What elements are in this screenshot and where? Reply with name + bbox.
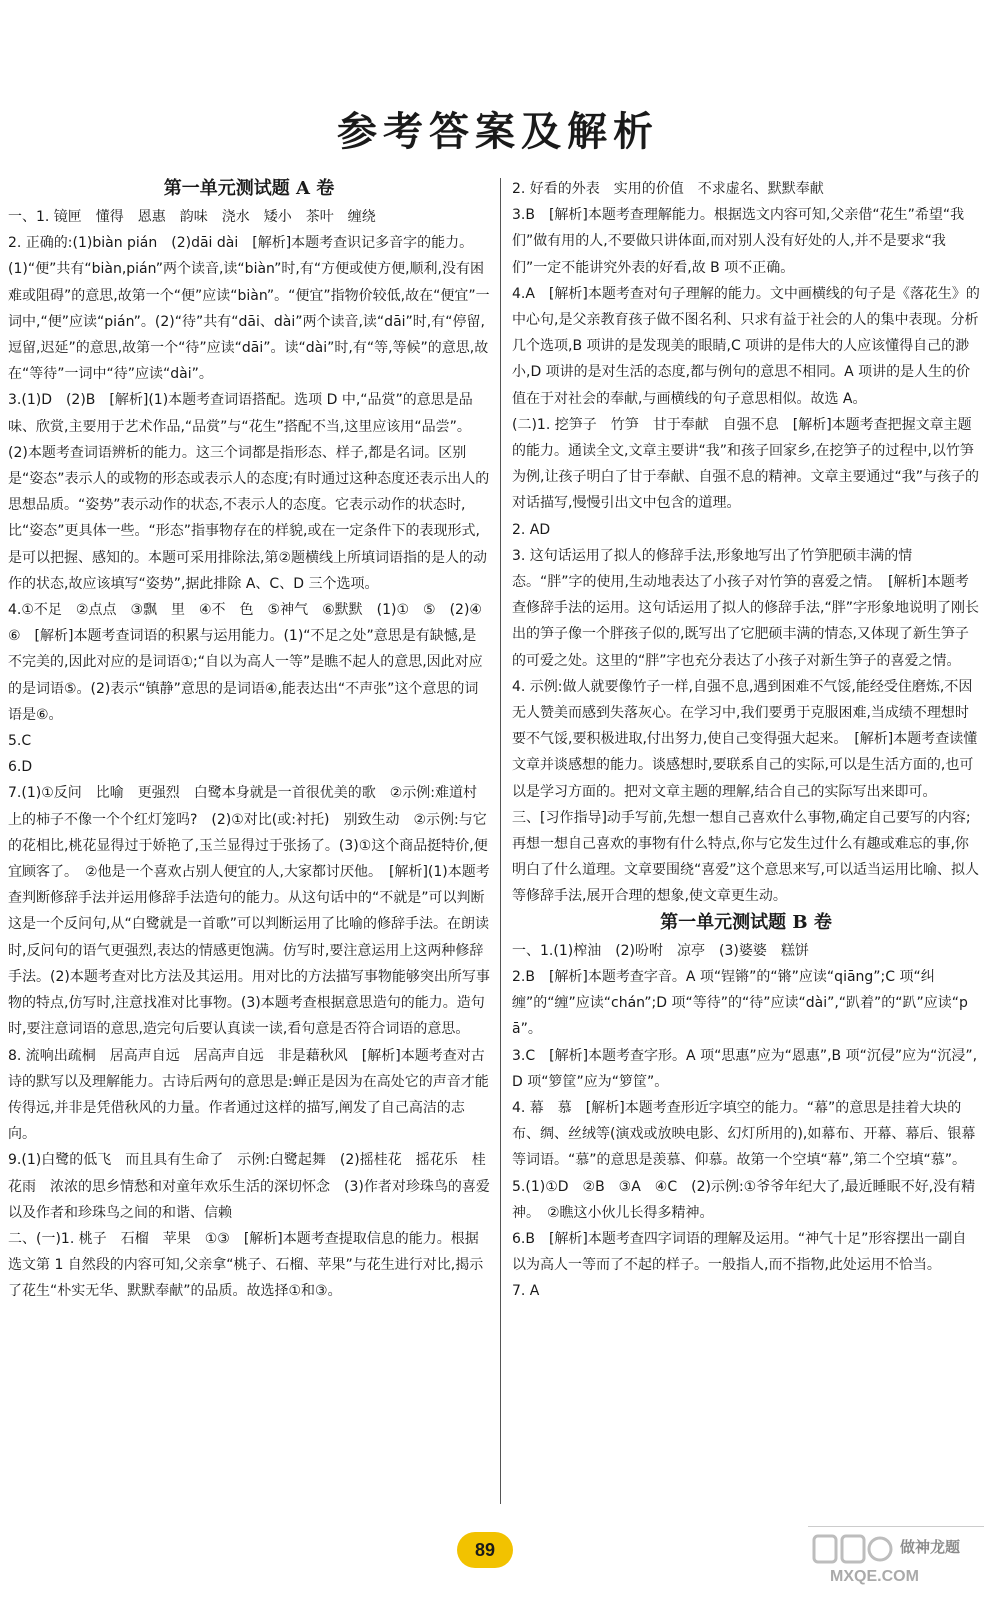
- answer-item: 三、[习作指导]动手写前,先想一想自己喜欢什么事物,确定自己要写的内容;再想一想自己喜欢的事物有什么特点,你与它发生过什么有趣或难忘的事,你明白了什么道理。文章要围绕“喜爱”这个意思来写,可以适当运用比喻、拟人等修辞手法,展开合理的想象,使文章更生动。: [512, 809, 979, 905]
- section-title-a: 第一单元测试题 A 卷: [163, 178, 335, 199]
- page-number-badge: 89: [457, 1532, 513, 1568]
- answer-item: (二)1. 挖笋子 竹笋 甘于奉献 自强不息 [解析]本题考查把握文章主题的能力。通读全文,文章主要讲“我”和孩子回家乡,在挖笋子的过程中,以竹笋为例,让孩子明白了甘于奉献、自强不息的精神。文章主要通过“我”与孩子的对话描写,慢慢引出文中包含的道理。: [512, 416, 979, 512]
- answer-item: 2. 好看的外表 实用的价值 不求虚名、默默奉献: [512, 181, 824, 197]
- answer-item: 6.D: [8, 759, 33, 776]
- section-title-b: 第一单元测试题 B 卷: [660, 911, 832, 933]
- answer-item: 7.(1)①反问 比喻 更强烈 白鹭本身就是一首很优美的歌 ②示例:难道村上的柿子不像一个个红灯笼吗? (2)①对比(或:衬托) 别致生动 ②示例:与它的花相比,桃花显得过于娇艳了,玉兰显得过于张扬了。(3)①这个商品挺特价,便宜顾客了。 ②他是一个喜欢占别人便宜的人,大家都讨厌他。 [解析](1)本题考查判断修辞手法并运用修辞手法造句的能力。从这句话中的“不就是”可以判断这是一个反问句,从“白鹭就是一首歌”可以判断运用了比喻的修辞手法。在朗读时,反问句的语气更强烈,表达的情感更饱满。仿写时,要注意运用上这两种修辞手法。(2)本题考查对比方法及其运用。用对比的方法描写事物能够突出所写事物的特点,仿写时,注意找准对比事物。(3)本题考查根据意思造句的能力。造句时,要注意词语的意思,造完句后要认真读一读,看句意是否符合词语的意思。: [8, 785, 490, 1038]
- answer-item: 二、(一)1. 桃子 石榴 苹果 ①③ [解析]本题考查提取信息的能力。根据选文第 1 自然段的内容可知,父亲拿“桃子、石榴、苹果”与花生进行对比,揭示了花生“朴实无华、默默奉献”的品质。故选择①和③。: [8, 1230, 484, 1300]
- answer-item: 4. 幕 慕 [解析]本题考查形近字填空的能力。“幕”的意思是挂着大块的布、绸、丝绒等(演戏或放映电影、幻灯所用的),如幕布、开幕、幕后、银幕等词语。“慕”的意思是羡慕、仰慕。故第一个空填“幕”,第二个空填“慕”。: [512, 1099, 976, 1169]
- watermark-url: MXQE.COM: [830, 1568, 919, 1585]
- right-column: [512, 176, 980, 1305]
- answer-item: 4.A [解析]本题考查对句子理解的能力。文中画横线的句子是《落花生》的中心句,是父亲教育孩子做不图名利、只求有益于社会的人的集中表现。分析几个选项,B 项讲的是发现美的眼睛,C 项讲的是伟大的人应该懂得自己的渺小,D 项讲的是对生活的态度,都与例句的意思不相同。A 项讲的是人生的价值在于对社会的奉献,与画横线的句子意思相似。故选 A。: [512, 285, 980, 407]
- answer-item: 4.①不足 ②点点 ③飘 里 ④不 色 ⑤神气 ⑥默默 (1)① ⑤ (2)④ ⑥ [解析]本题考查词语的积累与运用能力。(1)“不足之处”意思是有缺憾,是不完美的,因此对应的是词语①;“自以为高人一等”是瞧不起人的意思,因此对应的是词语⑤。(2)表示“镇静”意思的是词语④,能表达出“不声张”这个意思的词语是⑥。: [8, 602, 496, 723]
- answer-item: 一、1. 镜匣 懂得 恩惠 韵味 浇水 矮小 茶叶 缠绕: [8, 209, 376, 225]
- answer-item: 2.B [解析]本题考查字音。A 项“锃锵”的“锵”应读“qiāng”;C 项“纠缠”的“缠”应读“chán”;D 项“等待”的“待”应读“dài”,“趴着”的“趴”应读“pā”。: [512, 968, 968, 1038]
- answer-item: 3.(1)D (2)B [解析](1)本题考查词语搭配。选项 D 中,“品赏”的意思是品味、欣赏,主要用于艺术作品,“品赏”与“花生”搭配不当,这里应该用“品尝”。(2)本题考查词语辨析的能力。这三个词都是指形态、样子,都是名词。区别是“姿态”表示人的或物的形态或表示人的态度;有时通过这种态度还表示出人的思想品质。“姿势”表示动作的状态,不表示人的态度。它表示动作的状态时,比“姿态”更具体一些。“形态”指事物存在的样貌,或在一定条件下的表现形式,是可以把握、感知的。本题可采用排除法,第②题横线上所填词语指的是人的动作的状态,故应该填写“姿势”,据此排除 A、C、D 三个选项。: [8, 392, 490, 592]
- answer-item: 3. 这句话运用了拟人的修辞手法,形象地写出了竹笋肥硕丰满的情态。“胖”字的使用,生动地表达了小孩子对竹笋的喜爱之情。 [解析]本题考查修辞手法的运用。这句话运用了拟人的修辞手法,“胖”字形象地说明了刚长出的笋子像一个胖孩子似的,既写出了它肥硕丰满的情态,又体现了新生笋子的可爱之处。这里的“胖”字也充分表达了小孩子对新生笋子的喜爱之情。: [512, 547, 979, 669]
- answer-item: 9.(1)白鹭的低飞 而且具有生命了 示例:白鹭起舞 (2)摇桂花 摇花乐 桂花雨 浓浓的思乡情愁和对童年欢乐生活的深切怀念 (3)作者对珍珠鸟的喜爱以及作者和珍珠鸟之间的和谐、信赖: [8, 1152, 490, 1221]
- answer-item: 4. 示例:做人就要像竹子一样,自强不息,遇到困难不气馁,能经受住磨炼,不因无人赞美而感到失落灰心。在学习中,我们要勇于克服困难,当成绩不理想时要不气馁,要积极进取,付出努力,使自己变得强大起来。 [解析]本题考查读懂文章并谈感想的能力。谈感想时,要联系自己的实际,可以是生活方面的,也可以是学习方面的。把对文章主题的理解,结合自己的实际写出来即可。: [512, 678, 978, 800]
- answer-item: 2. AD: [512, 521, 551, 538]
- answer-item: 3.B [解析]本题考查理解能力。根据选文内容可知,父亲借“花生”希望“我们”做有用的人,不要做只讲体面,而对别人没有好处的人,并不是要求“我们”一定不能讲究外表的好看,故 B 项不正确。: [512, 207, 965, 276]
- left-column: [8, 176, 496, 1305]
- answer-item: 8. 流响出疏桐 居高声自远 居高声自远 非是藉秋风 [解析]本题考查对古诗的默写以及理解能力。古诗后两句的意思是:蝉正是因为在高处它的声音才能传得远,并非是凭借秋风的力量。作者通过这样的描写,阐发了自己高洁的志向。: [8, 1047, 489, 1143]
- answer-item: 2. 正确的:(1)biàn pián (2)dāi dài [解析]本题考查识记多音字的能力。(1)“便”共有“biàn,pián”两个读音,读“biàn”时,有“方便或使方便,顺利,没有困难或阻碍”的意思,故第一个“便”应读“biàn”。“便宜”指物价较低,故在“便宜”一词中,“便”应读“pián”。(2)“待”共有“dāi、dài”两个读音,读“dāi”时,有“停留,逗留,迟延”的意思,故第一个“待”应读“dāi”。读“dài”时,有“等,等候”的意思,故在“等待”一词中“待”应读“dài”。: [8, 235, 490, 383]
- column-divider: [500, 178, 501, 1504]
- answer-item: 5.(1)①D ②B ③A ④C (2)示例:①爷爷年纪大了,最近睡眠不好,没有精神。 ②瞧这小伙儿长得多精神。: [512, 1178, 976, 1221]
- page-title: 参考答案及解析: [337, 108, 659, 155]
- answer-item: 7. A: [512, 1283, 540, 1300]
- footer-label: 做神龙题: [808, 1526, 984, 1566]
- answer-item: 5.C: [8, 733, 32, 750]
- answer-item: 一、1.(1)榨油 (2)吩咐 凉亭 (3)婆婆 糕饼: [512, 942, 809, 959]
- answer-item: 3.C [解析]本题考查字形。A 项“思惠”应为“恩惠”,B 项“沉侵”应为“沉浸”,D 项“箩筐”应为“箩筐”。: [512, 1047, 978, 1090]
- answer-item: 6.B [解析]本题考查四字词语的理解及运用。“神气十足”形容摆出一副自以为高人一等而了不起的样子。一般指人,而不指物,此处运用不恰当。: [512, 1230, 967, 1274]
